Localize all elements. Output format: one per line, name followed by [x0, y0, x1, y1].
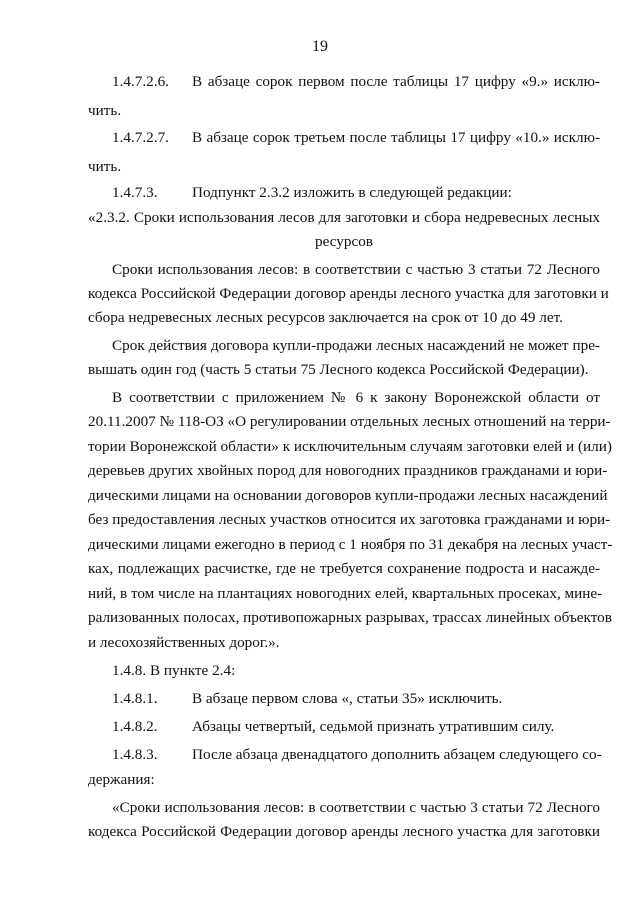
text-line: После абзаца двенадцатого дополнить абзацем следующего со- [192, 746, 602, 763]
item-number: 1.4.7.3. [112, 184, 158, 201]
item-number: 1.4.7.2.7. [112, 129, 169, 146]
text-line: В абзаце первом слова «, статьи 35» исключить. [192, 690, 503, 707]
item-number: 1.4.7.2.6. [112, 73, 169, 90]
text-line: чить. [88, 158, 122, 175]
paragraph-line: без предоставления лесных участков относится их заготовка гражданами и юри- [88, 511, 611, 528]
paragraph-line: вышать один год (часть 5 статьи 75 Лесного кодекса Российской Федерации). [88, 361, 589, 378]
paragraph-line: тории Воронежской области» к исключительным случаям заготовки елей и (или) [88, 438, 612, 455]
paragraph-line: деревьев других хвойных пород для новогодних праздников гражданами и юри- [88, 462, 608, 479]
paragraph-line: сбора недревесных лесных ресурсов заключается на срок от 10 до 49 лет. [88, 309, 563, 326]
paragraph-line: рализованных полосах, противопожарных разрывах, трассах линейных объектов [88, 609, 612, 626]
page-number: 19 [312, 38, 328, 55]
paragraph-line: 20.11.2007 № 118-ОЗ «О регулировании отдельных лесных отношений на терри- [88, 413, 611, 430]
paragraph-line: Сроки использования лесов: в соответствии с частью 3 статьи 72 Лесного [112, 261, 600, 278]
section-heading: «2.3.2. Сроки использования лесов для заготовки и сбора недревесных лесных [88, 209, 600, 226]
item-number: 1.4.8. В пункте 2.4: [112, 662, 236, 679]
paragraph-line: дическими лицами ежегодно в период с 1 ноября по 31 декабря на лесных участ- [88, 536, 613, 553]
paragraph-line: кодекса Российской Федерации договор аренды лесного участка для заготовки [88, 823, 600, 840]
paragraph-line: дическими лицами на основании договоров купли-продажи лесных насаждений [88, 487, 608, 504]
text-line: В абзаце сорок третьем после таблицы 17 цифру «10.» исклю- [192, 129, 600, 146]
text-line: Абзацы четвертый, седьмой признать утратившим силу. [192, 718, 555, 735]
item-number: 1.4.8.3. [112, 746, 158, 763]
text-line: чить. [88, 102, 122, 119]
text-line: В абзаце сорок первом после таблицы 17 цифру «9.» исклю- [192, 73, 600, 90]
paragraph-line: и лесохозяйственных дорог.». [88, 634, 280, 651]
paragraph-line: ках, подлежащих расчистке, где не требуется сохранение подроста и насажде- [88, 560, 600, 577]
paragraph-line: Срок действия договора купли-продажи лесных насаждений не может пре- [112, 337, 600, 354]
paragraph-line: ний, в том числе на плантациях новогодних елей, квартальных просеках, мине- [88, 585, 603, 602]
section-heading-cont: ресурсов [315, 233, 373, 250]
item-number: 1.4.8.1. [112, 690, 158, 707]
paragraph-line: кодекса Российской Федерации договор аренды лесного участка для заготовки и [88, 285, 609, 302]
paragraph-line: «Сроки использования лесов: в соответствии с частью 3 статьи 72 Лесного [112, 799, 600, 816]
text-line: Подпункт 2.3.2 изложить в следующей редакции: [192, 184, 512, 201]
text-line: держания: [88, 771, 155, 788]
item-number: 1.4.8.2. [112, 718, 158, 735]
paragraph-line: В соответствии с приложением № 6 к закону Воронежской области от [112, 389, 600, 406]
